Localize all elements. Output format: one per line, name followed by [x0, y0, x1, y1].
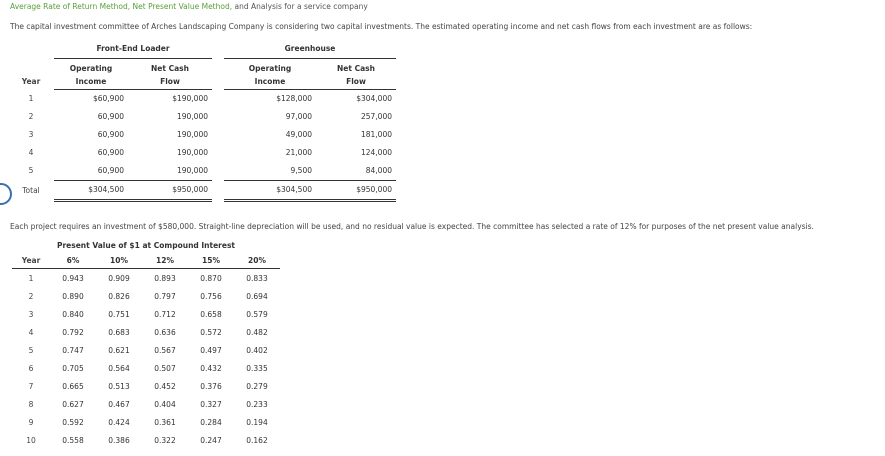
title-topic: Average Rate of Return Method, Net Present Value Method, [10, 2, 233, 11]
pv-factor-cell: 0.756 [200, 291, 222, 301]
pv-factor-cell: 0.943 [62, 273, 84, 283]
pv-factor-cell: 0.335 [246, 363, 268, 373]
col-header-year: Year [21, 77, 41, 87]
pv-factor-cell: 0.513 [108, 381, 130, 391]
fe-flow-cell: 190,000 [176, 148, 208, 157]
gh-income-total: $304,500 [224, 180, 316, 200]
fe-flow-cell: 190,000 [176, 130, 208, 139]
total-label: Total [22, 185, 40, 195]
gh-income-cell: 21,000 [285, 148, 312, 157]
pv-factor-cell: 0.621 [108, 345, 130, 355]
pv-year-cell: 4 [28, 327, 34, 337]
pv-factor-cell: 0.507 [154, 363, 176, 373]
pv-factor-cell: 0.826 [108, 291, 130, 301]
pv-factor-cell: 0.432 [200, 363, 222, 373]
pv-year-cell: 7 [28, 381, 34, 391]
pv-factor-cell: 0.890 [62, 291, 84, 301]
pv-factor-cell: 0.376 [200, 381, 222, 391]
pv-header-rate: 20% [234, 252, 280, 269]
pv-year-cell: 10 [26, 435, 36, 445]
pv-header-year: Year [12, 252, 50, 269]
fe-income-cell: 60,900 [97, 112, 124, 121]
pv-table-row [12, 287, 280, 305]
pv-year-cell: 9 [28, 417, 34, 427]
year-cell: 4 [28, 148, 34, 157]
group-front-end-loader: Front-End Loader [54, 40, 212, 58]
pv-factor-cell: 0.909 [108, 273, 130, 283]
pv-factor-cell: 0.658 [200, 309, 222, 319]
pv-factor-cell: 0.322 [154, 435, 176, 445]
pv-factor-cell: 0.194 [246, 417, 268, 427]
pv-header-rate: 10% [96, 252, 142, 269]
pv-table-row [12, 269, 280, 288]
pv-table-row [12, 413, 280, 431]
fe-flow-cell: $190,000 [172, 94, 208, 103]
pv-factor-cell: 0.797 [154, 291, 176, 301]
pv-factor-cell: 0.712 [154, 309, 176, 319]
pv-table-row [12, 305, 280, 323]
year-cell: 1 [28, 93, 34, 103]
col-header-bottom: Income [54, 75, 128, 90]
pv-factor-cell: 0.870 [200, 273, 222, 283]
pv-factor-cell: 0.627 [62, 399, 84, 409]
pv-factor-cell: 0.558 [62, 435, 84, 445]
gh-flow-total: $950,000 [316, 180, 396, 200]
table-row [8, 108, 396, 126]
pv-header-rate: 6% [50, 252, 96, 269]
pv-year-cell: 2 [28, 291, 34, 301]
fe-income-total: $304,500 [54, 180, 128, 200]
pv-factor-cell: 0.564 [108, 363, 130, 373]
col-header-top: Net Cash [151, 63, 189, 73]
pv-year-cell: 6 [28, 363, 34, 373]
pv-factor-cell: 0.665 [62, 381, 84, 391]
year-cell: 5 [28, 166, 34, 176]
gh-flow-cell: 257,000 [360, 112, 392, 121]
pv-factor-cell: 0.751 [108, 309, 130, 319]
pv-factor-cell: 0.636 [154, 327, 176, 337]
gh-flow-cell: $304,000 [356, 94, 392, 103]
pv-factor-cell: 0.162 [246, 435, 268, 445]
pv-year-cell: 1 [28, 273, 34, 283]
pv-year-cell: 8 [28, 399, 34, 409]
group-greenhouse: Greenhouse [224, 40, 396, 58]
col-header-top: Operating [69, 63, 113, 73]
table-row [8, 89, 396, 108]
col-header-bottom: Income [224, 75, 316, 90]
pv-factor-cell: 0.482 [246, 327, 268, 337]
intro-paragraph: The capital investment committee of Arches Landscaping Company is considering two capital investments. The estimated operating income and net cash flows from each investment are as follows: [10, 22, 753, 31]
gh-income-cell: 9,500 [224, 162, 316, 181]
pv-table-row [12, 359, 280, 377]
pv-factor-cell: 0.579 [246, 309, 268, 319]
pv-factor-cell: 0.893 [154, 273, 176, 283]
pv-factor-cell: 0.247 [200, 435, 222, 445]
fe-flow-cell: 190,000 [176, 112, 208, 121]
pv-factor-cell: 0.386 [108, 435, 130, 445]
pv-table-caption: Present Value of $1 at Compound Interest [56, 240, 236, 250]
total-row [8, 180, 396, 200]
year-cell: 2 [28, 112, 34, 121]
gh-income-cell: 49,000 [285, 130, 312, 139]
pv-factor-cell: 0.452 [154, 381, 176, 391]
gh-income-cell: 97,000 [285, 112, 312, 121]
pv-factor-cell: 0.233 [246, 399, 268, 409]
pv-header-rate: 15% [188, 252, 234, 269]
gh-income-cell: $128,000 [276, 94, 312, 103]
present-value-table [12, 238, 280, 449]
pv-table-row [12, 341, 280, 359]
pv-factor-cell: 0.705 [62, 363, 84, 373]
pv-factor-cell: 0.792 [62, 327, 84, 337]
pv-factor-cell: 0.404 [154, 399, 176, 409]
fe-income-cell: 60,900 [97, 130, 124, 139]
pv-factor-cell: 0.467 [108, 399, 130, 409]
pv-factor-cell: 0.747 [62, 345, 84, 355]
pv-year-cell: 3 [28, 309, 34, 319]
col-header-bottom: Flow [128, 75, 212, 90]
pv-factor-cell: 0.284 [200, 417, 222, 427]
pv-factor-cell: 0.833 [246, 273, 268, 283]
pv-factor-cell: 0.592 [62, 417, 84, 427]
col-header-bottom: Flow [316, 75, 396, 90]
investment-table [8, 40, 396, 202]
pv-factor-cell: 0.327 [200, 399, 222, 409]
pv-year-cell: 5 [28, 345, 34, 355]
pv-table-row [12, 323, 280, 341]
year-cell: 3 [28, 130, 34, 139]
pv-table-row [12, 377, 280, 395]
fe-flow-cell: 190,000 [128, 162, 212, 181]
pv-factor-cell: 0.683 [108, 327, 130, 337]
col-header-top: Operating [248, 63, 292, 73]
fe-flow-total: $950,000 [128, 180, 212, 200]
title-suffix: and Analysis for a service company [232, 2, 368, 11]
table-row [8, 162, 396, 181]
gh-flow-cell: 181,000 [360, 130, 392, 139]
fe-income-cell: 60,900 [97, 148, 124, 157]
fe-income-cell: $60,900 [92, 94, 124, 103]
pv-factor-cell: 0.424 [108, 417, 130, 427]
table-row [8, 126, 396, 144]
table-row [8, 144, 396, 162]
fe-income-cell: 60,900 [54, 162, 128, 181]
pv-factor-cell: 0.694 [246, 291, 268, 301]
pv-table-row [12, 431, 280, 449]
pv-factor-cell: 0.279 [246, 381, 268, 391]
pv-table-row [12, 395, 280, 413]
page-title [10, 2, 368, 11]
col-header-top: Net Cash [337, 63, 375, 73]
pv-factor-cell: 0.497 [200, 345, 222, 355]
pv-factor-cell: 0.361 [154, 417, 176, 427]
gh-flow-cell: 124,000 [360, 148, 392, 157]
pv-factor-cell: 0.840 [62, 309, 84, 319]
gh-flow-cell: 84,000 [316, 162, 396, 181]
pv-factor-cell: 0.402 [246, 345, 268, 355]
pv-factor-cell: 0.567 [154, 345, 176, 355]
pv-factor-cell: 0.572 [200, 327, 222, 337]
assumptions-paragraph: Each project requires an investment of $580,000. Straight-line depreciation will be used, and no residual value is expected. The committee has selected a rate of 12% for purposes of the net present value analysis. [10, 222, 814, 231]
pv-header-rate: 12% [142, 252, 188, 269]
